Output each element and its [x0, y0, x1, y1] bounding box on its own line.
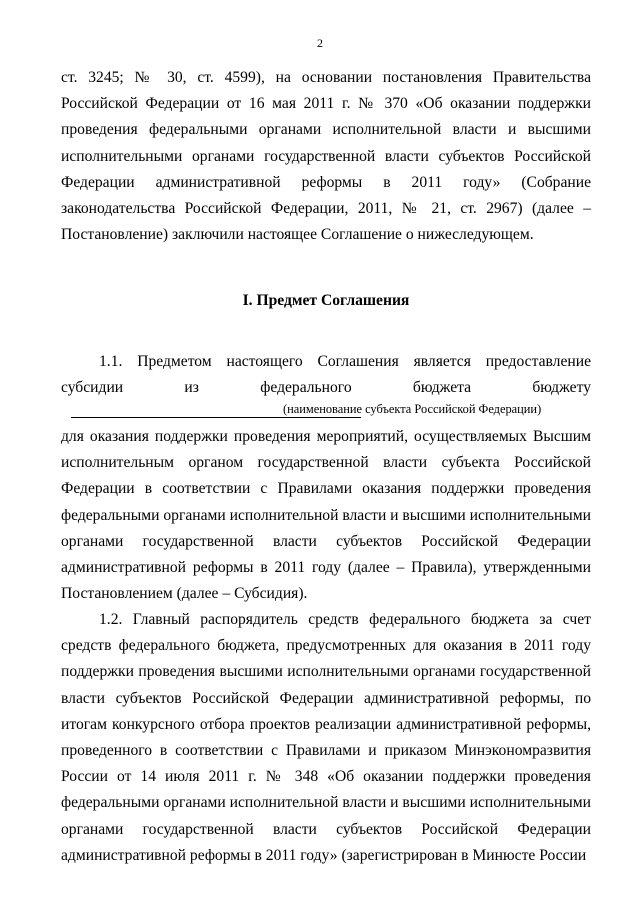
blank-caption: (наименование субъекта Российской Федерации)	[283, 402, 542, 416]
clause-1-1-start-text: 1.1. Предметом настоящего Соглашения является предоставление субсидии из федерального бюджета бюджету	[61, 353, 591, 397]
clause-1-1-end: для оказания поддержки проведения мероприятий, осуществляемых Высшим исполнительным органом государственной власти субъекта Российской Федерации в соответствии с Правилами оказания поддержки проведения федеральными органами исполнительной власти и высшими исполнительными органами государственной власти субъектов Российской Федерации административной реформы в 2011 году (далее – Правила), утвержденными Постановлением (далее – Субсидия).	[61, 428, 591, 603]
clause-1-2: 1.2. Главный распорядитель средств федерального бюджета за счет средств федерального бюджета, предусмотренных для оказания в 2011 году поддержки проведения высшими исполнительными органами государственной власти субъектов Российской Федерации административной реформы, по итогам конкурсного отбора проектов реализации административной реформы, проведенного в соответствии с Правилами и приказом Минэкономразвития России от 14 июля 2011 г. № 348 «Об оказании поддержки проведения федеральными органами исполнительной власти и высшими исполнительными органами государственной власти субъектов Российской Федерации административной реформы в 2011 году» (зарегистрирован в Минюсте России	[61, 611, 591, 864]
section-title: I. Предмет Соглашения	[242, 292, 410, 309]
intro-paragraph: ст. 3245; № 30, ст. 4599), на основании постановления Правительства Российской Федерации от 16 мая 2011 г. № 370 «Об оказании поддержки проведения федеральными органами исполнительной власти и высшими исполнительными органами государственной власти субъектов Российской Федерации административной реформы в 2011 году» (Собрание законодательства Российской Федерации, 2011, № 21, ст. 2967) (далее – Постановление) заключили настоящее Соглашение о нижеследующем.	[61, 69, 591, 244]
page-number: 2	[317, 36, 323, 50]
